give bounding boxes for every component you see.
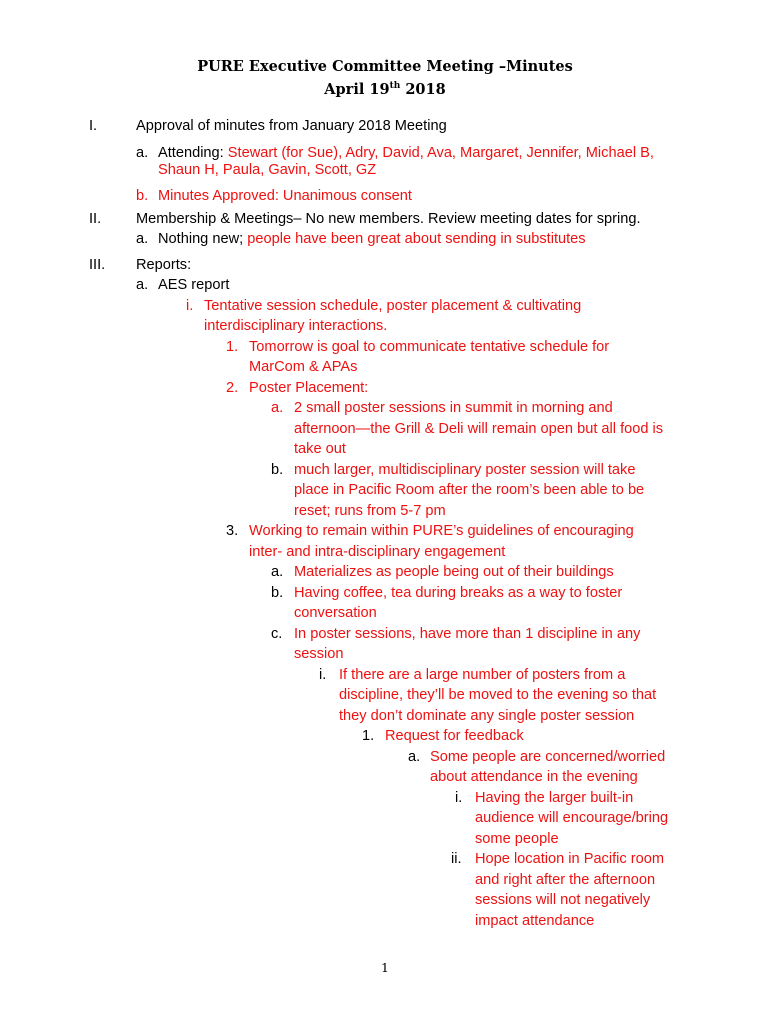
list-item: Having coffee, tea during breaks as a way to foster [294,585,623,601]
list-item: Attending: Stewart (for Sue), Adry, David, Ava, Margaret, Jennifer, Michael B, [158,145,654,161]
list-item: Materializes as people being out of their buildings [294,564,614,580]
list-item-continued: audience will encourage/bring [475,810,669,826]
list-label: b. [271,585,284,601]
list-item: AES report [158,277,230,293]
list-item-continued: sessions will not negatively [475,892,651,908]
list-label: 3. [226,523,239,539]
section-heading: Approval of minutes from January 2018 Meeting [136,118,447,134]
section-heading: Reports: [136,257,192,273]
list-item-continued: reset; runs from 5-7 pm [294,503,446,519]
list-label: i. [186,298,194,314]
list-item-continued: session [294,646,344,662]
section-heading: Membership & Meetings– No new members. Review meeting dates for spring. [136,211,641,227]
list-item-continued: inter- and intra-disciplinary engagement [249,544,506,560]
list-item-continued: about attendance in the evening [430,769,638,785]
list-item: Tomorrow is goal to communicate tentative schedule for [249,339,610,355]
list-item-continued: some people [475,831,559,847]
list-item: 2 small poster sessions in summit in morning and [294,400,613,416]
list-label: a. [136,277,149,293]
list-item-continued: Shaun H, Paula, Gavin, Scott, GZ [158,162,377,178]
list-label: a. [408,749,421,765]
list-item: Request for feedback [385,728,524,744]
list-item: Hope location in Pacific room [475,851,664,867]
list-item-continued: afternoon—the Grill & Deli will remain open but all food is [294,421,664,437]
list-label: a. [136,231,149,247]
list-item: much larger, multidisciplinary poster session will take [294,462,636,478]
list-label: i. [319,667,327,683]
list-item-continued: interdisciplinary interactions. [204,318,388,334]
list-item-continued: impact attendance [475,913,595,929]
list-item: If there are a large number of posters from a [339,667,626,683]
list-label: 2. [226,380,239,396]
list-item: Working to remain within PURE’s guidelines of encouraging [249,523,634,539]
list-item: Some people are concerned/worried [430,749,666,765]
section-number: I. [89,118,98,134]
list-item-continued: place in Pacific Room after the room’s been able to be [294,482,645,498]
list-item-continued: MarCom & APAs [249,359,358,375]
list-item-continued: they don’t dominate any single poster session [339,708,635,724]
list-item: Having the larger built-in [475,790,634,806]
list-label: b. [136,188,149,204]
list-label: ii. [451,851,462,867]
list-label: b. [271,462,284,478]
list-label: c. [271,626,283,642]
list-item-continued: conversation [294,605,377,621]
list-label: 1. [226,339,239,355]
list-item-continued: and right after the afternoon [475,872,656,888]
list-item-continued: discipline, they’ll be moved to the evening so that [339,687,657,703]
list-label: a. [271,400,284,416]
list-label: a. [271,564,284,580]
list-label: i. [455,790,463,806]
list-item: Minutes Approved: Unanimous consent [158,188,412,204]
document-date: April 19th 2018 [324,81,446,98]
list-item: Tentative session schedule, poster placement & cultivating [204,298,582,314]
section-number: II. [89,211,102,227]
list-label: 1. [362,728,375,744]
page-number: 1 [381,960,389,975]
list-item: Poster Placement: [249,380,369,396]
list-label: a. [136,145,149,161]
list-item: In poster sessions, have more than 1 discipline in any [294,626,641,642]
list-item: Nothing new; people have been great about sending in substitutes [158,231,586,247]
list-item-continued: take out [294,441,346,457]
document-title: PURE Executive Committee Meeting –Minutes [197,58,573,75]
section-number: III. [89,257,106,273]
